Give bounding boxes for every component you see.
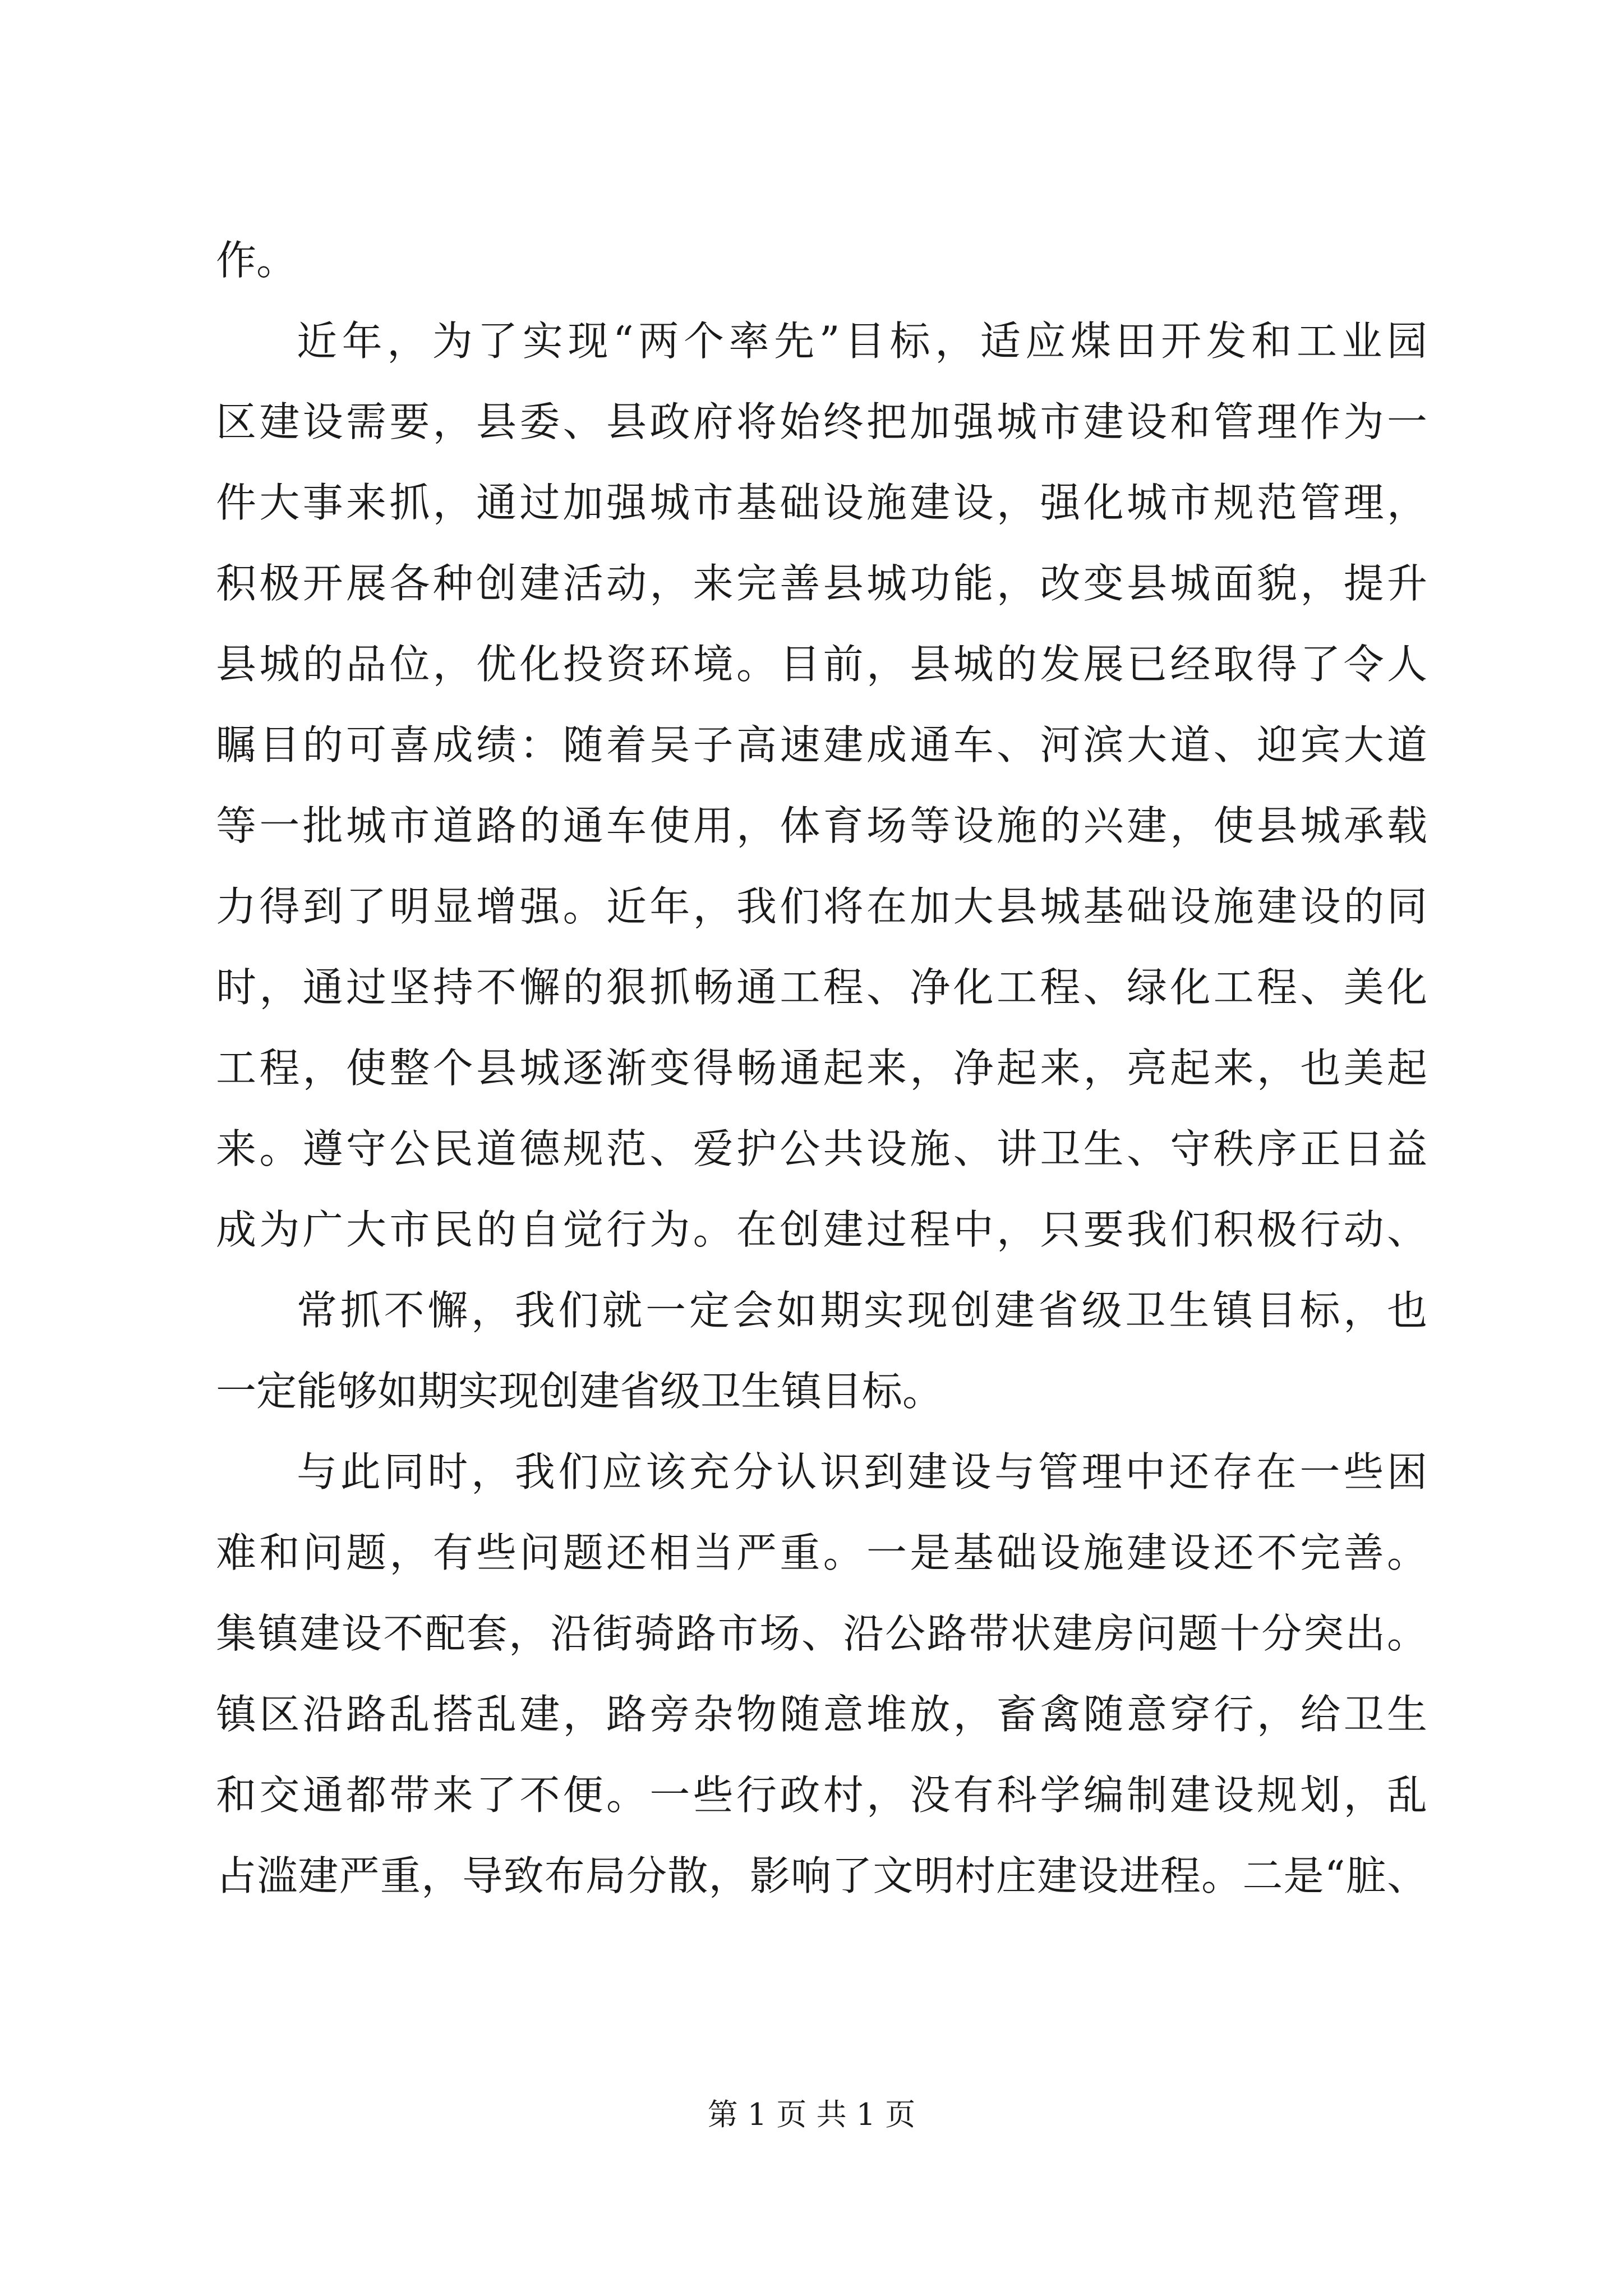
text-line: 作。 [216, 237, 297, 284]
text-line: 来。遵守公民道德规范、爱护公共设施、讲卫生、守秩序正日益 [216, 1125, 1427, 1172]
text-line: 件大事来抓，通过加强城市基础设施建设，强化城市规范管理， [216, 479, 1427, 526]
text-line: 集镇建设不配套，沿街骑路市场、沿公路带状建房问题十分突出。 [216, 1610, 1427, 1657]
text-line: 常抓不懈，我们就一定会如期实现创建省级卫生镇目标，也 [297, 1287, 1427, 1334]
text-line: 区建设需要，县委、县政府将始终把加强城市建设和管理作为一 [216, 398, 1427, 445]
text-line: 成为广大市民的自觉行为。在创建过程中，只要我们积极行动、 [216, 1206, 1427, 1253]
text-line: 时，通过坚持不懈的狠抓畅通工程、净化工程、绿化工程、美化 [216, 964, 1427, 1011]
text-line: 近年，为了实现“两个率先”目标，适应煤田开发和工业园 [297, 318, 1427, 365]
text-line: 等一批城市道路的通车使用，体育场等设施的兴建，使县城承载 [216, 802, 1427, 849]
text-line: 县城的品位，优化投资环境。目前，县城的发展已经取得了令人 [216, 641, 1427, 688]
text-line: 一定能够如期实现创建省级卫生镇目标。 [216, 1368, 943, 1415]
paragraph-2 [216, 1270, 1427, 1432]
text-line: 积极开展各种创建活动，来完善县城功能，改变县城面貌，提升 [216, 560, 1427, 607]
page-footer [0, 2095, 1623, 2134]
text-line: 难和问题，有些问题还相当严重。一是基础设施建设还不完善。 [216, 1529, 1427, 1576]
text-line: 和交通都带来了不便。一些行政村，没有科学编制建设规划，乱 [216, 1772, 1427, 1819]
paragraph-3 [216, 1432, 1427, 1916]
paragraph-1 [216, 301, 1427, 1270]
text-line: 工程，使整个县城逐渐变得畅通起来，净起来，亮起来，也美起 [216, 1045, 1427, 1092]
text-line: 力得到了明显增强。近年，我们将在加大县城基础设施建设的同 [216, 883, 1427, 930]
text-line: 占滥建严重，导致布局分散，影响了文明村庄建设进程。二是“脏、 [216, 1852, 1427, 1899]
text-line: 镇区沿路乱搭乱建，路旁杂物随意堆放，畜禽随意穿行，给卫生 [216, 1691, 1427, 1738]
paragraph-0 [216, 220, 1427, 301]
text-line: 瞩目的可喜成绩：随着吴子高速建成通车、河滨大道、迎宾大道 [216, 721, 1427, 769]
text-line: 与此同时，我们应该充分认识到建设与管理中还存在一些困 [297, 1448, 1427, 1496]
document-body [216, 220, 1427, 1916]
page-number-label: 第 1 页 共 1 页 [707, 2097, 916, 2132]
